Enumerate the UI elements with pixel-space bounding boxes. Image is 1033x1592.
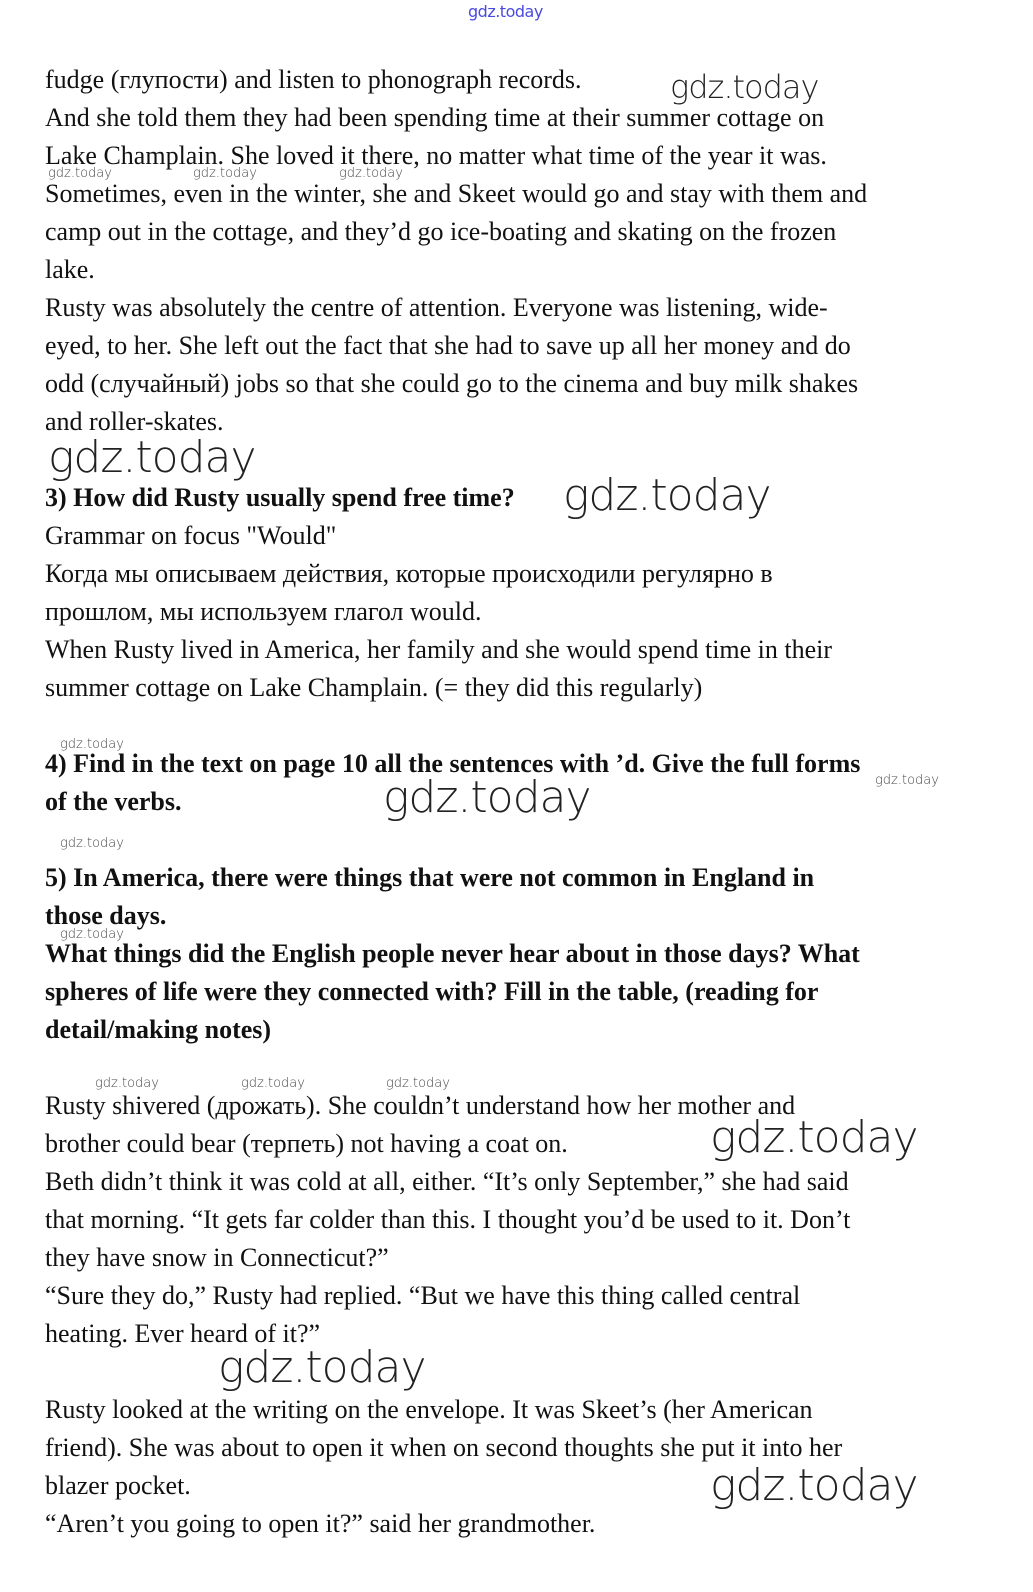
text-line: friend). She was about to open it when on second thoughts she put it into her	[45, 1433, 843, 1462]
text-line: Rusty looked at the writing on the envelope. It was Skeet’s (her American	[45, 1395, 813, 1424]
task-heading-line: 5) In America, there were things that were not common in England in	[45, 863, 815, 892]
header-watermark: gdz.today	[468, 2, 543, 21]
text-line: “Aren’t you going to open it?” said her grandmother.	[45, 1509, 596, 1538]
text-line: And she told them they had been spending time at their summer cottage on	[45, 103, 825, 132]
text-line: fudge (глупости) and listen to phonograph records.	[45, 65, 582, 94]
text-line: that morning. “It gets far colder than this. I thought you’d be used to it. Don’t	[45, 1205, 851, 1234]
text-line: Beth didn’t think it was cold at all, either. “It’s only September,” she had said	[45, 1167, 849, 1196]
watermark: gdz.today	[218, 1342, 426, 1393]
text-line: Sometimes, even in the winter, she and Skeet would go and stay with them and	[45, 179, 868, 208]
watermark: gdz.today	[670, 68, 819, 106]
text-line: Rusty shivered (дрожать). She couldn’t understand how her mother and	[45, 1091, 796, 1120]
watermark: gdz.today	[241, 1076, 305, 1091]
text-line: summer cottage on Lake Champlain. (= they did this regularly)	[45, 673, 703, 702]
task-heading-line: 4) Find in the text on page 10 all the sentences with ’d. Give the full forms	[45, 749, 861, 778]
watermark: gdz.today	[48, 432, 256, 483]
watermark: gdz.today	[386, 1076, 450, 1091]
text-line: they have snow in Connecticut?”	[45, 1243, 389, 1272]
task-heading-line: spheres of life were they connected with? Fill in the table, (reading for	[45, 977, 819, 1006]
text-line: camp out in the cottage, and they’d go ice-boating and skating on the frozen	[45, 217, 837, 246]
text-line: Grammar on focus "Would"	[45, 521, 337, 550]
text-line: “Sure they do,” Rusty had replied. “But we have this thing called central	[45, 1281, 801, 1310]
watermark: gdz.today	[60, 836, 124, 851]
text-line: прошлом, мы используем глагол would.	[45, 597, 482, 626]
text-line: brother could bear (терпеть) not having a coat on.	[45, 1129, 568, 1158]
text-line: Lake Champlain. She loved it there, no matter what time of the year it was.	[45, 141, 827, 170]
watermark: gdz.today	[60, 737, 124, 752]
text-line: Когда мы описываем действия, которые происходили регулярно в	[45, 559, 773, 588]
text-line: blazer pocket.	[45, 1471, 191, 1500]
watermark: gdz.today	[710, 1112, 918, 1163]
text-line: lake.	[45, 255, 95, 284]
watermark: gdz.today	[710, 1460, 918, 1511]
watermark: gdz.today	[95, 1076, 159, 1091]
watermark: gdz.today	[875, 773, 939, 788]
watermark: gdz.today	[339, 166, 403, 181]
task-heading-line: 3) How did Rusty usually spend free time?	[45, 483, 515, 512]
watermark: gdz.today	[193, 166, 257, 181]
text-line: odd (случайный) jobs so that she could go to the cinema and buy milk shakes	[45, 369, 859, 398]
task-heading-line: What things did the English people never hear about in those days? What	[45, 939, 860, 968]
text-line: and roller-skates.	[45, 407, 224, 436]
task-heading-line: detail/making notes)	[45, 1015, 272, 1044]
watermark: gdz.today	[563, 470, 771, 521]
watermark: gdz.today	[60, 927, 124, 942]
text-line: eyed, to her. She left out the fact that she had to save up all her money and do	[45, 331, 851, 360]
watermark: gdz.today	[383, 772, 591, 823]
task-heading-line: of the verbs.	[45, 787, 182, 816]
text-line: heating. Ever heard of it?”	[45, 1319, 321, 1348]
task-heading-line: those days.	[45, 901, 167, 930]
text-line: Rusty was absolutely the centre of attention. Everyone was listening, wide-	[45, 293, 828, 322]
text-line: When Rusty lived in America, her family and she would spend time in their	[45, 635, 833, 664]
watermark: gdz.today	[48, 166, 112, 181]
